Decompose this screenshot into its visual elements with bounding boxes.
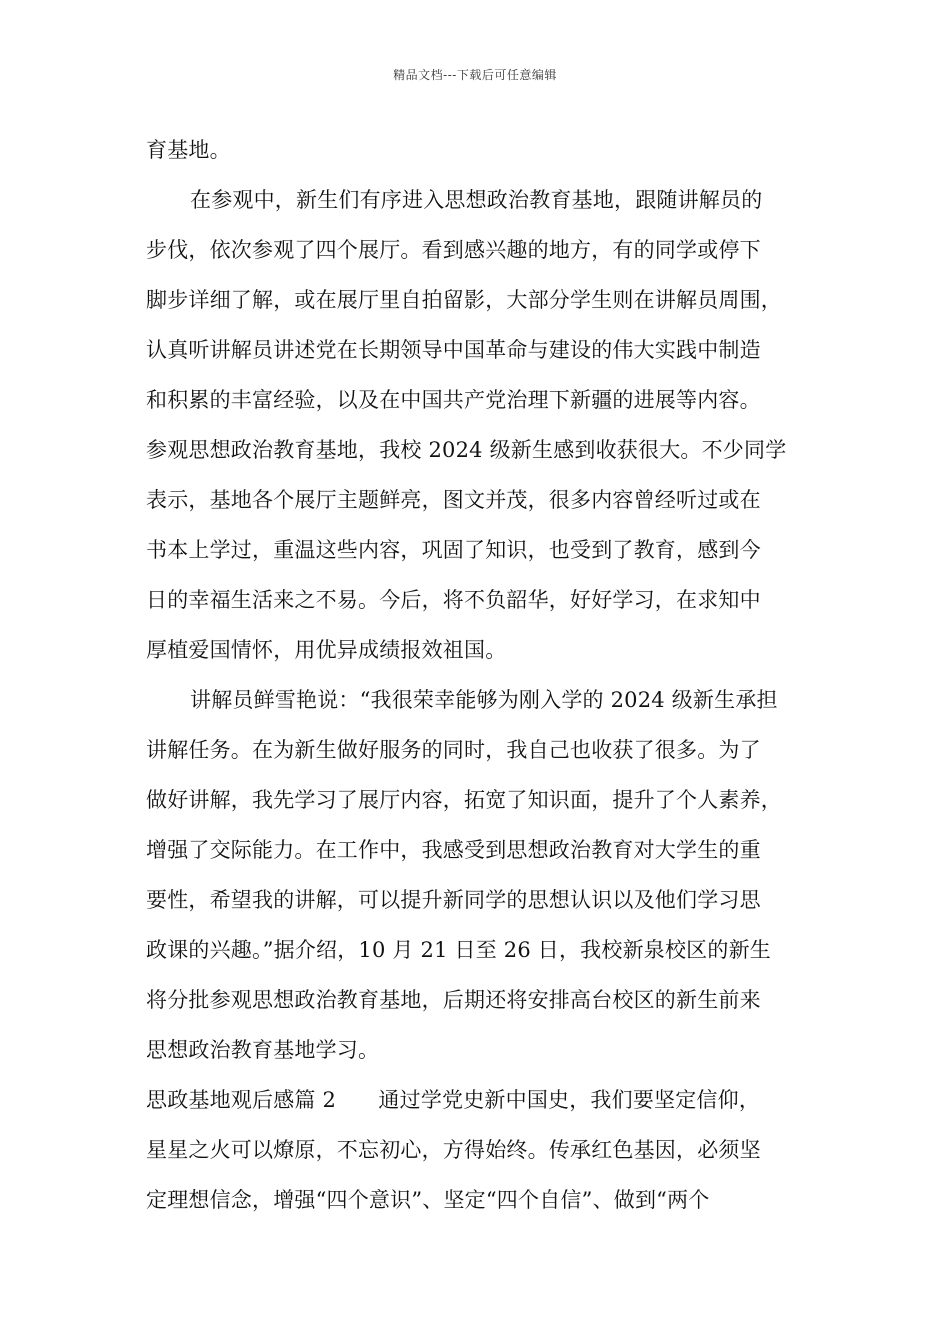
text-line: 参观思想政治教育基地，我校 2024 级新生感到收获很大。不少同学 — [146, 438, 787, 462]
text-line: 认真听讲解员讲述党在长期领导中国革命与建设的伟大实践中制造 — [146, 338, 761, 362]
text-line: 表示，基地各个展厅主题鲜亮，图文并茂，很多内容曾经听过或在 — [146, 488, 761, 512]
text-line: 将分批参观思想政治教育基地，后期还将安排高台校区的新生前来 — [146, 988, 761, 1012]
text-line: 育基地。 — [146, 138, 231, 162]
text-line: 讲解员鲜雪艳说：“我很荣幸能够为刚入学的 2024 级新生承担 — [190, 688, 778, 712]
text-line: 在参观中，新生们有序进入思想政治教育基地，跟随讲解员的 — [190, 188, 763, 212]
text-line: 做好讲解，我先学习了展厅内容，拓宽了知识面，提升了个人素养， — [146, 788, 782, 812]
text-line: 和积累的丰富经验，以及在中国共产党治理下新疆的进展等内容。 — [146, 388, 761, 412]
text-line: 增强了交际能力。在工作中，我感受到思想政治教育对大学生的重 — [146, 838, 761, 862]
text-line: 要性，希望我的讲解，可以提升新同学的思想认识以及他们学习思 — [146, 888, 761, 912]
text-line: 步伐，依次参观了四个展厅。看到感兴趣的地方，有的同学或停下 — [146, 238, 761, 262]
text-line: 日的幸福生活来之不易。今后，将不负韶华，好好学习，在求知中 — [146, 588, 761, 612]
text-line: 定理想信念，增强“四个意识”、坚定“四个自信”、做到“两个 — [146, 1188, 710, 1212]
page-header: 精品文档---下载后可任意编辑 — [393, 68, 557, 82]
text-line: 厚植爱国情怀，用优异成绩报效祖国。 — [146, 638, 507, 662]
text-line: 思想政治教育基地学习。 — [146, 1038, 380, 1062]
text-line: 思政基地观后感篇 2 通过学党史新中国史，我们要坚定信仰， — [146, 1088, 761, 1112]
text-line: 讲解任务。在为新生做好服务的同时，我自己也收获了很多。为了 — [146, 738, 761, 762]
text-line: 星星之火可以燎原，不忘初心，方得始终。传承红色基因，必须坚 — [146, 1138, 761, 1162]
text-line: 书本上学过，重温这些内容，巩固了知识，也受到了教育，感到今 — [146, 538, 761, 562]
text-line: 政课的兴趣。”据介绍，10 月 21 日至 26 日，我校新泉校区的新生 — [146, 938, 771, 962]
text-line: 脚步详细了解，或在展厅里自拍留影，大部分学生则在讲解员周围， — [146, 288, 782, 312]
